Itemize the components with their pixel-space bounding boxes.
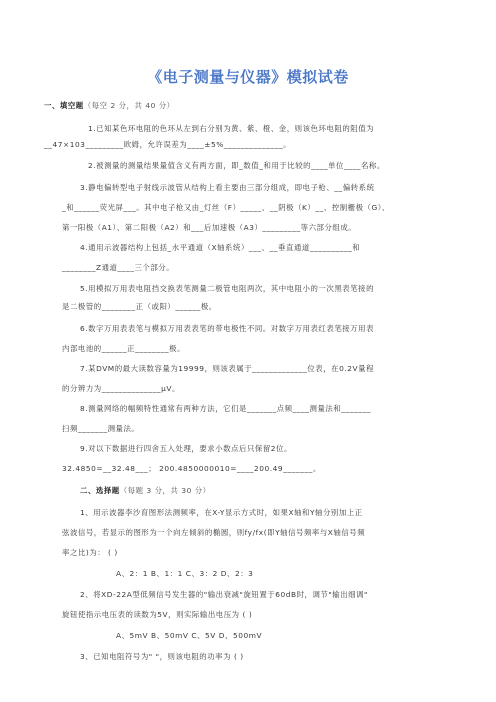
s1-line-9: 5.用模拟万用表电阻挡交换表笔测量二极管电阻两次，其中电阻小的一次黑表笔接的: [80, 284, 375, 293]
s1-line-3: 2.被测量的测量结果量值含义有两方面，即_数值_和用于比较的____单位____名称。: [88, 161, 385, 170]
s2-options-2: A、5mV B、50mV C、5V D、500mV: [116, 631, 263, 640]
s2-line-2: 弦波信号，若显示的图形为一个向左倾斜的椭圆，则fy/fx(即Y轴信号频率与X轴信号频: [62, 528, 366, 537]
s1-line-1: 1.已知某色环电阻的色环从左到右分别为黄、紫、橙、金，则该色环电阻的阻值为: [88, 124, 375, 133]
s2-line-5: 旋钮使指示电压表的读数为5V，则实际输出电压为 ( ): [62, 610, 253, 619]
s2-line-6: 3、已知电阻符号为" "，则该电阻的功率为 ( ): [80, 652, 244, 661]
s1-line-13: 7.某DVM的最大读数容量为19999，则该表属于_____________位表，在0.2V量程: [80, 364, 375, 373]
s1-line-12: 内部电池的______正________极。: [62, 344, 185, 353]
s1-line-6: 第一阳极（A1）、第二阳极（A2）和___后加速极（A3）_________等六部分组成。: [62, 223, 357, 232]
s2-line-3: 率之比)为： ( ): [62, 548, 118, 557]
s1-line-11: 6.数字万用表表笔与模拟万用表表笔的带电极性不同。对数字万用表红表笔接万用表: [80, 324, 375, 333]
section2-heading-line: [80, 486, 211, 496]
exam-title: 《电子测量与仪器》模拟试卷: [147, 68, 349, 86]
s1-line-16: 扫频_______测量法。: [62, 424, 140, 433]
section2-note: （每题 3 分，共 30 分）: [119, 486, 211, 495]
s2-line-1: 1、用示波器李沙育图形法测频率，在X-Y显示方式时，如果X轴和Y轴分别加上正: [80, 508, 363, 517]
section1-heading-line: [44, 101, 175, 111]
s1-line-18: 32.4850=__32.48___； 200.4850000010=____200.49_______。: [62, 464, 321, 473]
s2-line-4: 2、将XD-22A型低频信号发生器的"输出衰减"旋钮置于60dB时，调节"输出细调": [80, 590, 368, 599]
section2-heading: 二、选择题: [80, 486, 120, 495]
section1-heading: 一、填空题: [44, 101, 84, 110]
s1-line-14: 的分辨力为______________μV。: [62, 384, 180, 393]
s1-line-8: ________Z通道____三个部分。: [62, 263, 175, 272]
s1-line-2: __47×103_________欧姆，允许误差为____±5%______________。: [44, 140, 292, 149]
section1-note: （每空 2 分，共 40 分）: [83, 101, 175, 110]
s1-line-17: 9.对以下数据进行四舍五入处理，要求小数点后只保留2位。: [80, 444, 292, 453]
s1-line-7: 4.通用示波器结构上包括_水平通道（X轴系统）___、__垂直通道__________和: [80, 243, 361, 252]
s1-line-15: 8.测量网络的幅频特性通常有两种方法，它们是_______点频____测量法和_______: [80, 404, 372, 413]
s1-line-4: 3.静电偏转型电子射线示波管从结构上看主要由三部分组成，即电子枪、__偏转系统: [80, 183, 375, 192]
s1-line-5: _和______荧光屏___。其中电子枪又由_灯丝（F）_____、__阴极（K）__、控制栅极（G）、: [62, 203, 390, 212]
s2-options-1: A、2：1 B、1：1 C、3：2 D、2：3: [116, 569, 254, 578]
s1-line-10: 是二极管的________正（或阳）______极。: [62, 302, 217, 311]
